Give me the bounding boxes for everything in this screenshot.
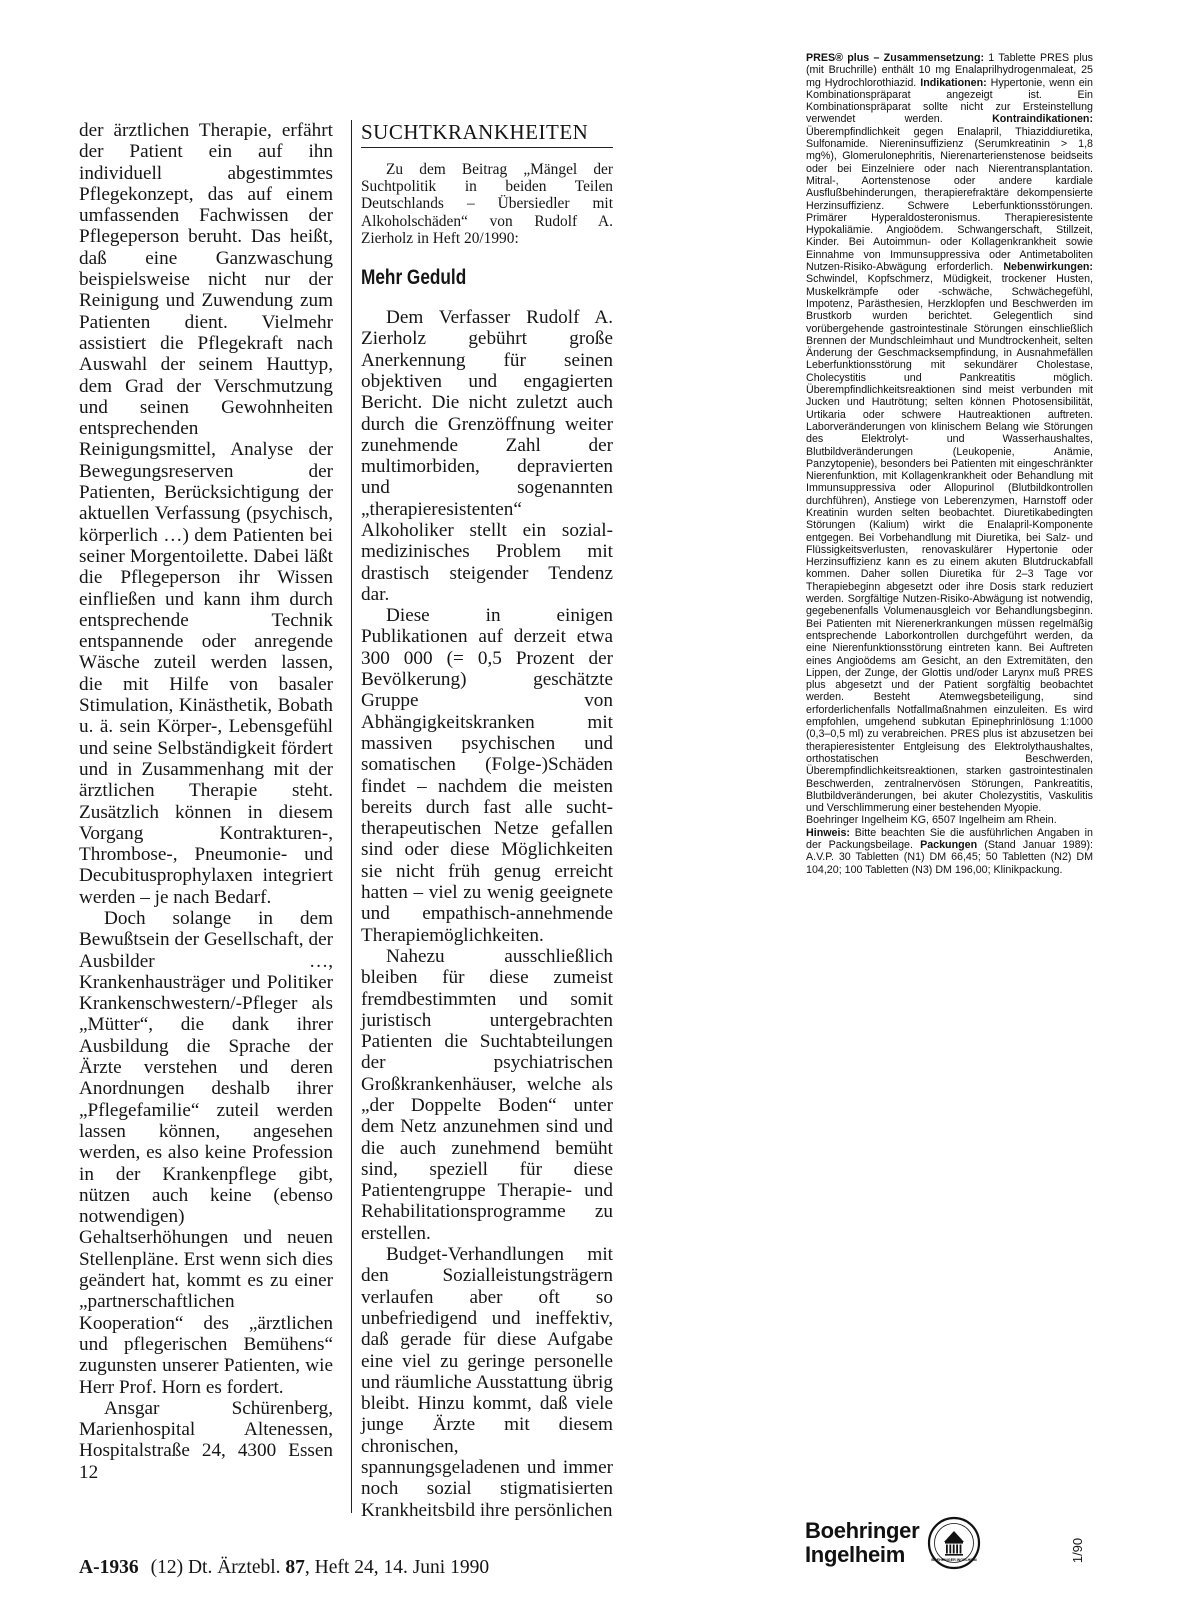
ad-label: Packungen <box>920 839 978 851</box>
ad-label: Nebenwirkungen: <box>1003 261 1093 274</box>
paragraph: der ärztlichen Therapie, erfährt der Patient ein auf ihn individuell abgestimmtes Pflegekonzept, das auf einem umfassenden Fachwissen der Pflegeperson beruht. Das heißt, daß eine Ganzwaschung beispielsweise nicht nur der Reinigung und Zuwendung zum Patienten dient. Vielmehr assistiert die Pflegekraft nach Auswahl der seinem Hauttyp, dem Grad der Verschmutzung und seinen Gewohnheiten entsprechenden Reinigungsmittel, Analyse der Bewegungsreserven der Patienten, Berücksichtigung der aktuellen Verfassung (psychisch, körperlich …) dem Patienten bei seiner Morgentoilette. Dabei läßt die Pflegeperson ihr Wissen einfließen und kann ihm durch entsprechende Technik entspannende oder anregende Wäsche zuteil werden lassen, die mit Hilfe von basaler Stimulation, Kinästhetik, Bobath u. ä. sein Körper-, Lebensgefühl und seine Selbständigkeit fördert und in Zusammenhang mit der ärztlichen Therapie steht. Zusätzlich können in diesem Vorgang Kontrakturen-, Thrombose-, Pneumonie- und Decubitusprophylaxen integriert werden – je nach Bedarf. <box>79 120 333 908</box>
column-middle <box>361 120 613 1521</box>
paragraph: Nahezu ausschließlich bleiben für diese zumeist fremdbestimmten und somit juristisch untergebrachten Patienten die Suchtabteilungen der psychiatrischen Großkrankenhäuser, welche als „der Doppelte Boden“ unter dem Netz anzunehmen sind und die auch zunehmend bemüht sind, speziell für diese Patientengruppe Therapie- und Rehabilitationsprogramme zu erstellen. <box>361 945 613 1244</box>
ad-label: Kontraindikationen: <box>992 113 1093 126</box>
paragraph: Diese in einigen Publikationen auf derzeit etwa 300 000 (= 0,5 Prozent der Bevölkerung) geschätzte Gruppe von Abhängigkeitskranken mit massiven psychischen und somatischen (Folge-)Schäden findet – nachdem die meisten bereits durch fast alle sucht-therapeutischen Netze gefallen sind oder diese Möglichkeiten sie nicht früh genug erreicht hatten – viel zu wenig geeignete und empathisch-annehmende Therapiemöglichkeiten. <box>361 605 613 946</box>
ad-text: Bitte beachten Sie die ausführlichen Angaben in der Packungsbeilage. <box>806 826 1093 851</box>
ad-text: Schwindel, Kopfschmerz, Müdigkeit, trockener Husten, Muskelkrämpfe oder -schwäche, Schwächegefühl, Impotenz, Parästhesien, Herzklopfen und Beschwerden im Brustkorb wurden berichtet. Gelegentlich sind vorübergehende gastrointestinale Störungen einschließlich Brennen der Mundschleimhaut und Mundtrockenheit, selten Änderung der Geschmacksempfindung, in Ausnahmefällen Leberfunktionsstörung mit sekundärer Cholestase, Cholecystitis und Pankreatitis möglich. Überempfindlichkeitsreaktionen sind meist verbunden mit Jucken und Hautrötung; selten können Photosensibilität, Urtikaria oder schwere Hautreaktionen auftreten. Laborveränderungen von klinischem Belang wie Störungen des Elektrolyt- und Wasserhaushaltes, Blutbildveränderungen (Leukopenie, Anämie, Panzytopenie), besonders bei Patienten mit eingeschränkter Nierenfunktion, mit Kollagenkrankheit oder Behandlung mit Immunsuppressiva oder Allopurinol (Blutbildkontrollen durchführen), Anstiege von Leberenzymen, Harnstoff oder Kreatinin wurden selten beobachtet. Diuretikabedingten Störungen (Kalium) wirkt die Enalapril-Komponente entgegen. Bei Vorbehandlung mit Diuretika, bei Salz- und Flüssigkeitsverlusten, renovaskulärer Hypertonie oder Herzinsuffizienz kann es zu einem akuten Blutdruckabfall kommen. Daher sollen Diuretika für 2–3 Tage vor Therapiebeginn abgesetzt oder ihre Dosis stark reduziert werden. Sorgfältige Nutzen-Risiko-Abwägung ist notwendig, gegebenenfalls Volumenausgleich vor Behandlungsbeginn. Bei Patienten mit Nierenerkrankungen müssen regelmäßig entsprechende Laborkontrollen durchgeführt werden, da eine Nierenfunktionsstörung eintreten kann. Bei Auftreten eines Angioödems am Gesicht, an den Extremitäten, den Lippen, der Zunge, der Glottis und/oder Larynx muß PRES plus abgesetzt und der Patient sorgfältig beobachtet werden. Besteht Atemwegsbeteiligung, sind erforderlichenfalls Notfallmaßnahmen einzuleiten. Es wird empfohlen, umgehend subkutan Epinephrinlösung 1:1000 (0,3–0,5 ml) zu verabreichen. PRES plus ist abzusetzen bei therapieresistenter Entgleisung des Elektrolythaushaltes, orthostatischen Beschwerden, Überempfindlichkeitsreaktionen, starken gastrointestinalen Beschwerden, zentralnervösen Störungen, Pankreatitis, Blutbildveränderungen, bei akuter Cholezystitis, Vaskulitis und Verschlimmerung einer bestehenden Myopie. <box>806 273 1093 815</box>
ad-company: Boehringer Ingelheim KG, 6507 Ingelheim am Rhein. <box>806 814 1057 827</box>
seal-text: BOEHRINGER INGELHEIM <box>931 1558 978 1562</box>
ad-text: Hypertonie, wenn ein Kombinationspräparat angezeigt ist. Ein Kombinationspräparat sollte nicht zur Ersteinstellung verwendet werden. <box>806 76 1093 126</box>
ad-label: PRES® plus – Zusammensetzung: <box>806 52 985 64</box>
company-logo <box>805 1512 981 1574</box>
ad-code-text: 1/90 <box>1070 1537 1086 1563</box>
logo-wordmark <box>805 1519 919 1567</box>
paragraph: Budget-Verhandlungen mit den Sozialleistungsträgern verlaufen aber oft so unbefriedigend und ineffektiv, daß gerade für diese Aufgabe eine viel zu geringe personelle und räumliche Ausstattung übrig bleibt. Hinzu kommt, daß viele junge Ärzte mit diesem chronischen, spannungsgeladenen und immer noch sozial stigmatisierten Krankheitsbild ihre persönlichen <box>361 1244 613 1521</box>
column-left <box>79 120 333 1483</box>
ad-text: (Stand Januar 1989): A.V.P. 30 Tabletten (N1) DM 66,45; 50 Tabletten (N2) DM 104,20; 100 Tabletten (N3) DM 196,00; Klinikpackung. <box>806 839 1093 876</box>
footer-volume: 87 <box>285 1557 305 1578</box>
column-divider <box>351 120 352 1513</box>
ad-label: Indikationen: <box>920 76 987 89</box>
section-rubric: SUCHTKRANKHEITEN <box>361 120 613 148</box>
page-footer <box>79 1557 489 1579</box>
ad-text: Überempfindlichkeit gegen Enalapril, Thiaziddiuretika, Sulfonamide. Niereninsuffizienz (Serumkreatinin > 1,8 mg%), Glomerulonephritis, Nierenarterienstenose beidseits oder bei Einzelniere oder nach Nierentransplantation. Mitral-, Aortenstenose oder andere kardiale Ausflußbehinderungen, therapierefraktäre dekompensierte Herzinsuffizienz. Schwere Leberfunktionsstörungen. Primärer Hyperaldosteronismus. Therapieresistente Hypokaliämie. Angioödem. Schwangerschaft, Stillzeit, Kinder. Bei Autoimmun- oder Kollagenkrankheit sowie Einnahme von Immunsuppressiva oder Antimetaboliten Nutzen-Risiko-Abwägung erforderlich. <box>806 125 1093 274</box>
company-seal-icon <box>927 1516 981 1570</box>
page-code: A-1936 <box>79 1557 139 1578</box>
drug-information-ad <box>806 52 1093 876</box>
ad-label: Hinweis: <box>806 826 850 839</box>
author-signature: Ansgar Schürenberg, Marienhospital Altenessen, Hospitalstraße 24, 4300 Essen 12 <box>79 1397 333 1483</box>
ad-prescribing-info <box>806 52 1093 814</box>
ad-text: 1 Tablette PRES plus (mit Bruchrille) enthält 10 mg Enalaprilhydrogenmaleat, 25 mg Hydrochlorothiazid. <box>806 52 1093 89</box>
footer-issue: , Heft 24, 14. Juni 1990 <box>304 1557 490 1578</box>
logo-line-1: Boehringer <box>805 1518 920 1543</box>
paragraph: Dem Verfasser Rudolf A. Zierholz gebührt große Anerkennung für seinen objektiven und engagierten Bericht. Die nicht zuletzt auch durch die Grenzöffnung weiter zunehmende Zahl der multimorbiden, depravierten und sogenannten „therapieresistenten“ Alkoholiker stellt ein sozial-medizinisches Problem mit drastisch steigender Tendenz dar. <box>361 307 613 605</box>
letter-headline: Mehr Geduld <box>361 266 467 290</box>
footer-journal: (12) Dt. Ärztebl. <box>150 1557 286 1578</box>
ad-code <box>1063 1530 1093 1570</box>
logo-line-2: Ingelheim <box>805 1542 905 1567</box>
letter-intro: Zu dem Beitrag „Mängel der Suchtpolitik in beiden Teilen Deutschlands – Übersiedler mit Alkoholschäden“ von Rudolf A. Zierholz in Heft 20/1990: <box>361 161 613 247</box>
paragraph: Doch solange in dem Bewußtsein der Gesellschaft, der Ausbilder …, Krankenhausträger und Politiker Krankenschwestern/-Pfleger als „Mütter“, die dank ihrer Ausbildung die Sprache der Ärzte verstehen und deren Anordnungen deshalb ihrer „Pflegefamilie“ zuteil werden lassen können, angesehen werden, es also keine Profession in der Krankenpflege gibt, nützen auch keine (ebenso notwendigen) Gehaltserhöhungen und neuen Stellenpläne. Erst wenn sich dies geändert hat, kommt es zu einer „partnerschaftlichen Kooperation“ des „ärztlichen und pflegerischen Bemühens“ zugunsten unserer Patienten, wie Herr Prof. Horn es fordert. <box>79 907 333 1398</box>
ad-packaging-info <box>806 827 1093 876</box>
